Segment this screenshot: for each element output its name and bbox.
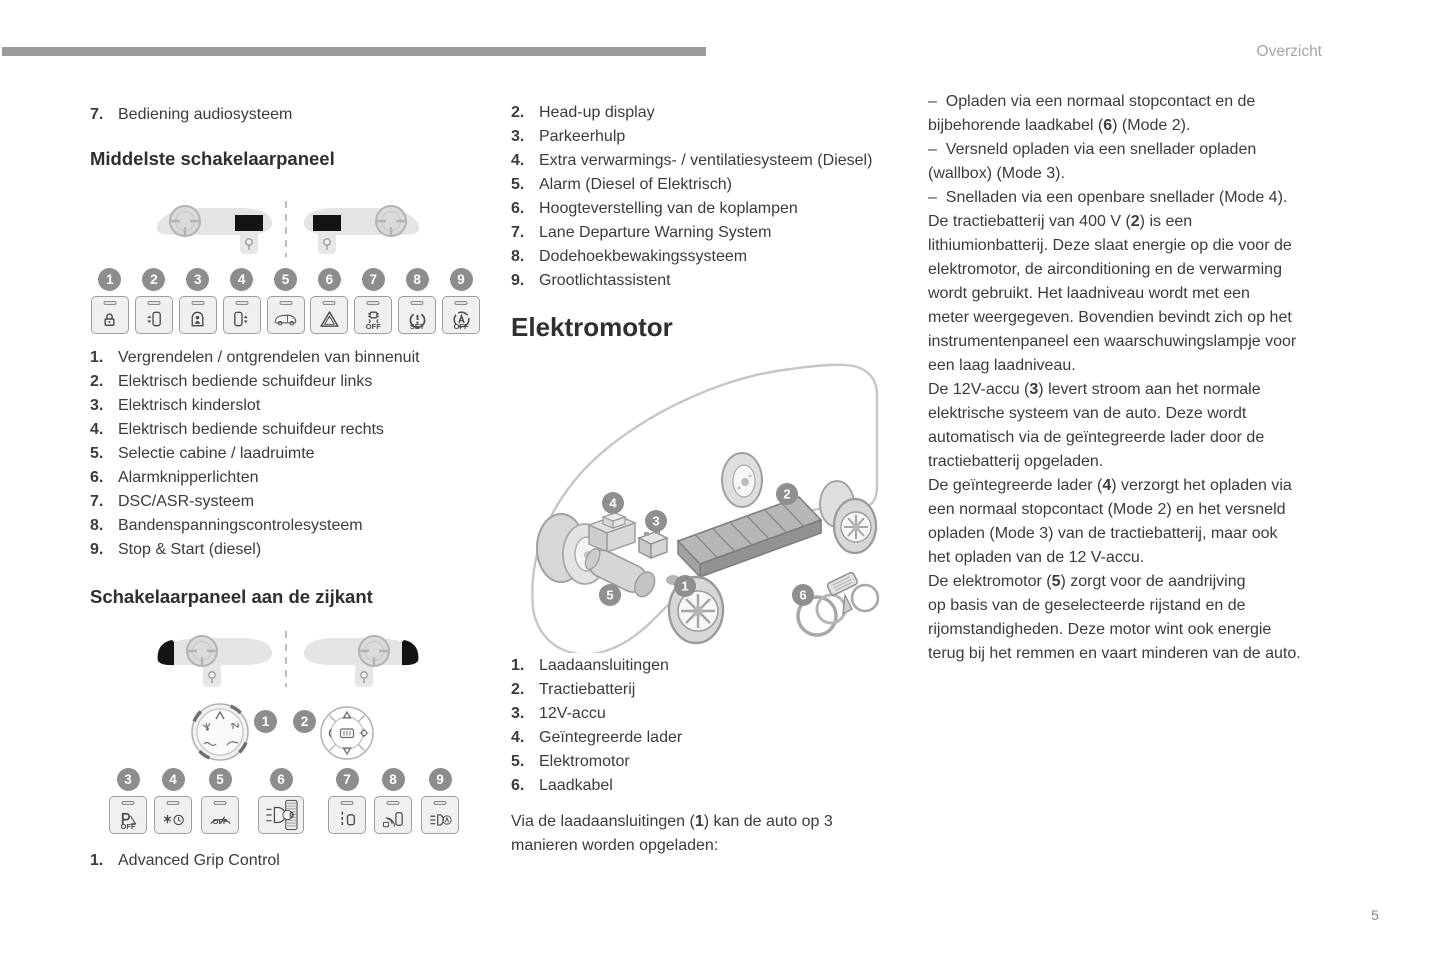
- text-line: – Snelladen via een openbare snellader (Mode 4).: [928, 189, 1288, 206]
- text-line: meter weergegeven. Bovendien bevindt zich op het: [928, 309, 1292, 326]
- list-item-number: 5.: [90, 445, 104, 462]
- svg-text:2: 2: [783, 486, 791, 502]
- list-item: [90, 466, 420, 490]
- cabin-cargo-icon: [268, 306, 304, 332]
- list-item: [511, 726, 682, 750]
- list-item-number: 6.: [90, 469, 104, 486]
- callout-number: 1: [254, 710, 277, 733]
- callout-number: 8: [406, 268, 429, 291]
- switch-sublabel: OFF: [120, 822, 136, 831]
- switch: [371, 768, 415, 834]
- switch: [88, 268, 132, 334]
- callout-number: [776, 483, 798, 505]
- middle-column: [511, 96, 936, 916]
- text-line: bijbehorende laadkabel (6) (Mode 2).: [928, 117, 1191, 134]
- indicator-lamp: [147, 301, 160, 305]
- list-item-label: 12V-accu: [539, 705, 606, 722]
- page-number: 5: [1371, 907, 1379, 923]
- callout-number: 6: [270, 768, 293, 791]
- text-line: manieren worden opgeladen:: [511, 837, 719, 854]
- middle-panel-switch-row: [88, 268, 483, 334]
- page-header-title: Overzicht: [1256, 43, 1322, 60]
- text-line: instrumentenpaneel een waarschuwingslampje voor: [928, 333, 1297, 350]
- side-panel-list: [90, 849, 280, 873]
- list-item-number: 3.: [511, 128, 525, 145]
- highlighted-panel: [158, 640, 174, 665]
- indicator-lamp: [341, 801, 354, 805]
- list-item-number: 2.: [511, 681, 525, 698]
- text-line: een laag laadniveau.: [928, 357, 1076, 374]
- tyre-pressure-icon: [398, 296, 436, 334]
- switch-sublabel: OFF: [453, 322, 469, 331]
- side-panel-dashboard-diagram: [147, 628, 429, 692]
- callout-number: [792, 584, 814, 606]
- callout-number: 4: [230, 268, 253, 291]
- list-item-number: 3.: [511, 705, 525, 722]
- sliding-door-right-icon: [223, 296, 261, 334]
- rhd-dashboard-icon: [304, 636, 419, 687]
- list-item: [511, 702, 682, 726]
- indicator-lamp: [455, 301, 468, 305]
- list-item-number: 9.: [90, 541, 104, 558]
- ventilation-timer-icon: [154, 796, 192, 834]
- list-item-number: 9.: [511, 272, 525, 289]
- text-line: het opladen van de 12 V-accu.: [928, 549, 1145, 566]
- side-panel-dials: [90, 700, 490, 766]
- text-line: op basis van de geselecteerde rijstand en de: [928, 597, 1246, 614]
- text-line: elektrische systeem van de auto. Deze wordt: [928, 405, 1247, 422]
- top-rule: [2, 47, 706, 56]
- text-line: opladen (Mode 3) van de tractiebatterij, maar ook: [928, 525, 1278, 542]
- callout-number: [599, 584, 621, 606]
- list-item: [511, 197, 872, 221]
- svg-text:6: 6: [799, 587, 807, 603]
- list-item-label: DSC/ASR-systeem: [118, 493, 255, 510]
- indicator-lamp: [235, 301, 248, 305]
- list-item-number: 6.: [511, 777, 525, 794]
- list-item-number: 4.: [90, 421, 104, 438]
- switch-sublabel: OFF: [365, 322, 381, 331]
- list-item-number: 1.: [90, 349, 104, 366]
- list-item-label: Hoogteverstelling van de koplampen: [539, 200, 798, 217]
- callout-number: 2: [293, 710, 316, 733]
- text-line: (wallbox) (Mode 3).: [928, 165, 1065, 182]
- right-column-text: [928, 90, 1332, 666]
- indicator-lamp: [411, 301, 424, 305]
- list-item-number: 2.: [90, 373, 104, 390]
- cabin-cargo-icon: [267, 296, 305, 334]
- interior-lock-icon: [91, 296, 129, 334]
- list-item: [90, 538, 420, 562]
- switch: [132, 268, 176, 334]
- indicator-lamp: [387, 801, 400, 805]
- text-line: automatisch via de geïntegreerde lader door de: [928, 429, 1265, 446]
- switch: [259, 768, 303, 834]
- list-item-label: Alarm (Diesel of Elektrisch): [539, 176, 732, 193]
- indicator-lamp: [434, 801, 447, 805]
- switch: [439, 268, 483, 334]
- list-item-label: Bandenspanningscontrolesysteem: [118, 517, 363, 534]
- hazard-warning-icon: [311, 306, 347, 332]
- list-item: [511, 125, 872, 149]
- callout-number: 3: [117, 768, 140, 791]
- lane-departure-icon: [329, 806, 365, 832]
- list-item: [511, 269, 872, 293]
- text-line: elektromotor, de airconditioning en de verwarming: [928, 261, 1282, 278]
- electric-powertrain-diagram: [503, 358, 933, 653]
- text-line: De tractiebatterij van 400 V (2) is een: [928, 213, 1193, 230]
- list-item: [90, 346, 420, 370]
- list-item: [511, 101, 872, 125]
- list-item-number: 5.: [511, 753, 525, 770]
- audio-item-list: [90, 103, 292, 127]
- left-column: [90, 96, 490, 916]
- headlight-leveling-icon: [259, 799, 303, 831]
- callout-number: 3: [186, 268, 209, 291]
- callout-number: [602, 492, 624, 514]
- list-item-label: Elektromotor: [539, 753, 630, 770]
- indicator-lamp: [167, 801, 180, 805]
- text-line: – Versneld opladen via een snellader opladen: [928, 141, 1257, 158]
- switch: [198, 768, 242, 834]
- callout-number: [645, 510, 667, 532]
- switch: [418, 768, 462, 834]
- list-item: [511, 678, 682, 702]
- list-item-label: Advanced Grip Control: [118, 852, 280, 869]
- child-lock-icon: [180, 306, 216, 332]
- list-item: [511, 750, 682, 774]
- list-item-number: 6.: [511, 200, 525, 217]
- sliding-door-right-icon: [224, 306, 260, 332]
- list-item-label: Head-up display: [539, 104, 655, 121]
- switch: [151, 768, 195, 834]
- callout-number: 2: [142, 268, 165, 291]
- switch-sublabel: SET: [409, 322, 425, 331]
- onboard-charger: [589, 513, 635, 552]
- svg-text:4: 4: [609, 495, 617, 511]
- switch: [106, 768, 150, 834]
- callout-number: 4: [162, 768, 185, 791]
- callout-number: 7: [336, 768, 359, 791]
- section-heading-side-panel: Schakelaarpaneel aan de zijkant: [90, 586, 373, 607]
- text-line: – Opladen via een normaal stopcontact en de: [928, 93, 1256, 110]
- switch: [351, 268, 395, 334]
- front-right-wheel-icon: [820, 481, 876, 553]
- blind-spot-icon: [375, 806, 411, 832]
- text-line: De geïntegreerde lader (4) verzorgt het opladen via: [928, 477, 1292, 494]
- callout-number: 9: [429, 768, 452, 791]
- park-assist-off-icon: [109, 796, 147, 834]
- interior-lock-icon: [92, 306, 128, 332]
- list-item: [90, 442, 420, 466]
- text-line: wordt gebruikt. Het laadniveau wordt met een: [928, 285, 1250, 302]
- list-item-number: 2.: [511, 104, 525, 121]
- switch-sublabel: OFF: [212, 817, 228, 826]
- indicator-lamp: [367, 301, 380, 305]
- callout-number: 1: [98, 268, 121, 291]
- switch-sublabel: 0: [289, 810, 294, 820]
- middle-wheel-icon: [722, 453, 762, 507]
- list-item-label: Elektrisch kinderslot: [118, 397, 261, 414]
- list-item-label: Lane Departure Warning System: [539, 224, 772, 241]
- list-item: [511, 245, 872, 269]
- list-item-label: Vergrendelen / ontgrendelen van binnenuit: [118, 349, 420, 366]
- section-heading-middle-panel: Middelste schakelaarpaneel: [90, 148, 335, 169]
- switch: [264, 268, 308, 334]
- list-item-label: Stop & Start (diesel): [118, 541, 262, 558]
- list-item-label: Selectie cabine / laadruimte: [118, 445, 315, 462]
- list-item-label: Elektrisch bediende schuifdeur rechts: [118, 421, 384, 438]
- list-item-number: 4.: [511, 152, 525, 169]
- list-item-number: 4.: [511, 729, 525, 746]
- list-item-number: 1.: [90, 852, 104, 869]
- text-line: terug bij het remmen en vaart minderen van de auto.: [928, 645, 1301, 662]
- ventilation-timer-icon: [155, 806, 191, 832]
- callout-number: [674, 575, 696, 597]
- list-item: [511, 173, 872, 197]
- middle-panel-list: [90, 346, 420, 562]
- auto-high-beam-icon: [421, 796, 459, 834]
- list-item: [90, 849, 280, 873]
- switch: [325, 768, 369, 834]
- svg-text:3: 3: [652, 513, 660, 529]
- controls-list-continued: [511, 101, 872, 293]
- list-item-label: Bediening audiosysteem: [118, 106, 293, 123]
- indicator-lamp: [323, 301, 336, 305]
- indicator-lamp: [279, 301, 292, 305]
- switch: [220, 268, 264, 334]
- switch: [395, 268, 439, 334]
- list-item-label: Elektrisch bediende schuifdeur links: [118, 373, 373, 390]
- list-item: [90, 490, 420, 514]
- list-item: [511, 774, 682, 798]
- list-item-number: 5.: [511, 176, 525, 193]
- lhd-dashboard-icon: [157, 206, 272, 254]
- svg-text:1: 1: [681, 578, 689, 594]
- lighting-control-pad-icon: [319, 705, 375, 761]
- lane-departure-icon: [328, 796, 366, 834]
- text-line: De elektromotor (5) zorgt voor de aandrijving: [928, 573, 1246, 590]
- list-item-number: 8.: [511, 248, 525, 265]
- wiper-off-icon: [201, 796, 239, 834]
- list-item-number: 8.: [90, 517, 104, 534]
- list-item-number: 7.: [511, 224, 525, 241]
- highlighted-panel: [235, 215, 263, 231]
- callout-number: 6: [318, 268, 341, 291]
- list-item-label: Geïntegreerde lader: [539, 729, 683, 746]
- list-item-number: 7.: [90, 493, 104, 510]
- list-item-label: Laadaansluitingen: [539, 657, 669, 674]
- stop-start-icon: [442, 296, 480, 334]
- indicator-lamp: [214, 801, 227, 805]
- callout-number: 8: [382, 768, 405, 791]
- list-item: [90, 394, 420, 418]
- indicator-lamp: [122, 801, 135, 805]
- rhd-dashboard-icon: [304, 206, 419, 254]
- middle-panel-dashboard-diagram: [147, 198, 429, 260]
- 12v-battery: [639, 530, 667, 558]
- list-item-label: Parkeerhulp: [539, 128, 626, 145]
- callout-number: 5: [274, 268, 297, 291]
- list-item-label: Alarmknipperlichten: [118, 469, 259, 486]
- list-item-label: Laadkabel: [539, 777, 613, 794]
- list-item-number: 3.: [90, 397, 104, 414]
- text-line: een normaal stopcontact (Mode 2) en het versneld: [928, 501, 1286, 518]
- child-lock-icon: [179, 296, 217, 334]
- text-line: Via de laadaansluitingen (1) kan de auto op 3: [511, 813, 833, 830]
- text-line: rijomstandigheden. Deze motor wint ook energie: [928, 621, 1272, 638]
- lhd-dashboard-icon: [157, 636, 272, 687]
- svg-text:5: 5: [606, 587, 614, 603]
- text-line: tractiebatterij opgeladen.: [928, 453, 1104, 470]
- side-panel-switch-row: [90, 768, 490, 844]
- traction-battery: [678, 497, 821, 577]
- list-item-number: 7.: [90, 106, 104, 123]
- list-item-label: Tractiebatterij: [539, 681, 636, 698]
- switch: [307, 268, 351, 334]
- text-line: De 12V-accu (3) levert stroom aan het normale: [928, 381, 1261, 398]
- list-item-number: 1.: [511, 657, 525, 674]
- list-item-label: Grootlichtassistent: [539, 272, 671, 289]
- list-item: [511, 149, 872, 173]
- list-item-label: Extra verwarmings- / ventilatiesysteem (Diesel): [539, 152, 873, 169]
- text-line: lithiumionbatterij. Deze slaat energie op die voor de: [928, 237, 1292, 254]
- list-item: [90, 103, 292, 127]
- list-item: [90, 418, 420, 442]
- hazard-warning-icon: [310, 296, 348, 334]
- list-item: [511, 654, 682, 678]
- list-item: [90, 370, 420, 394]
- blind-spot-icon: [374, 796, 412, 834]
- headlight-leveling-icon: [258, 796, 304, 834]
- sliding-door-left-icon: [136, 306, 172, 332]
- indicator-lamp: [191, 301, 204, 305]
- powertrain-parts-list: [511, 654, 682, 798]
- dsc-asr-off-icon: [354, 296, 392, 334]
- grip-control-dial-icon: [189, 701, 251, 763]
- list-item: [511, 221, 872, 245]
- auto-high-beam-icon: [422, 806, 458, 832]
- list-item: [90, 514, 420, 538]
- switch: [176, 268, 220, 334]
- callout-number: 5: [209, 768, 232, 791]
- indicator-lamp: [103, 301, 116, 305]
- section-heading-elektromotor: Elektromotor: [511, 312, 673, 342]
- callout-number: 9: [450, 268, 473, 291]
- charging-intro-paragraph: [511, 810, 833, 858]
- list-item-label: Dodehoekbewakingssysteem: [539, 248, 748, 265]
- sliding-door-left-icon: [135, 296, 173, 334]
- callout-number: 7: [362, 268, 385, 291]
